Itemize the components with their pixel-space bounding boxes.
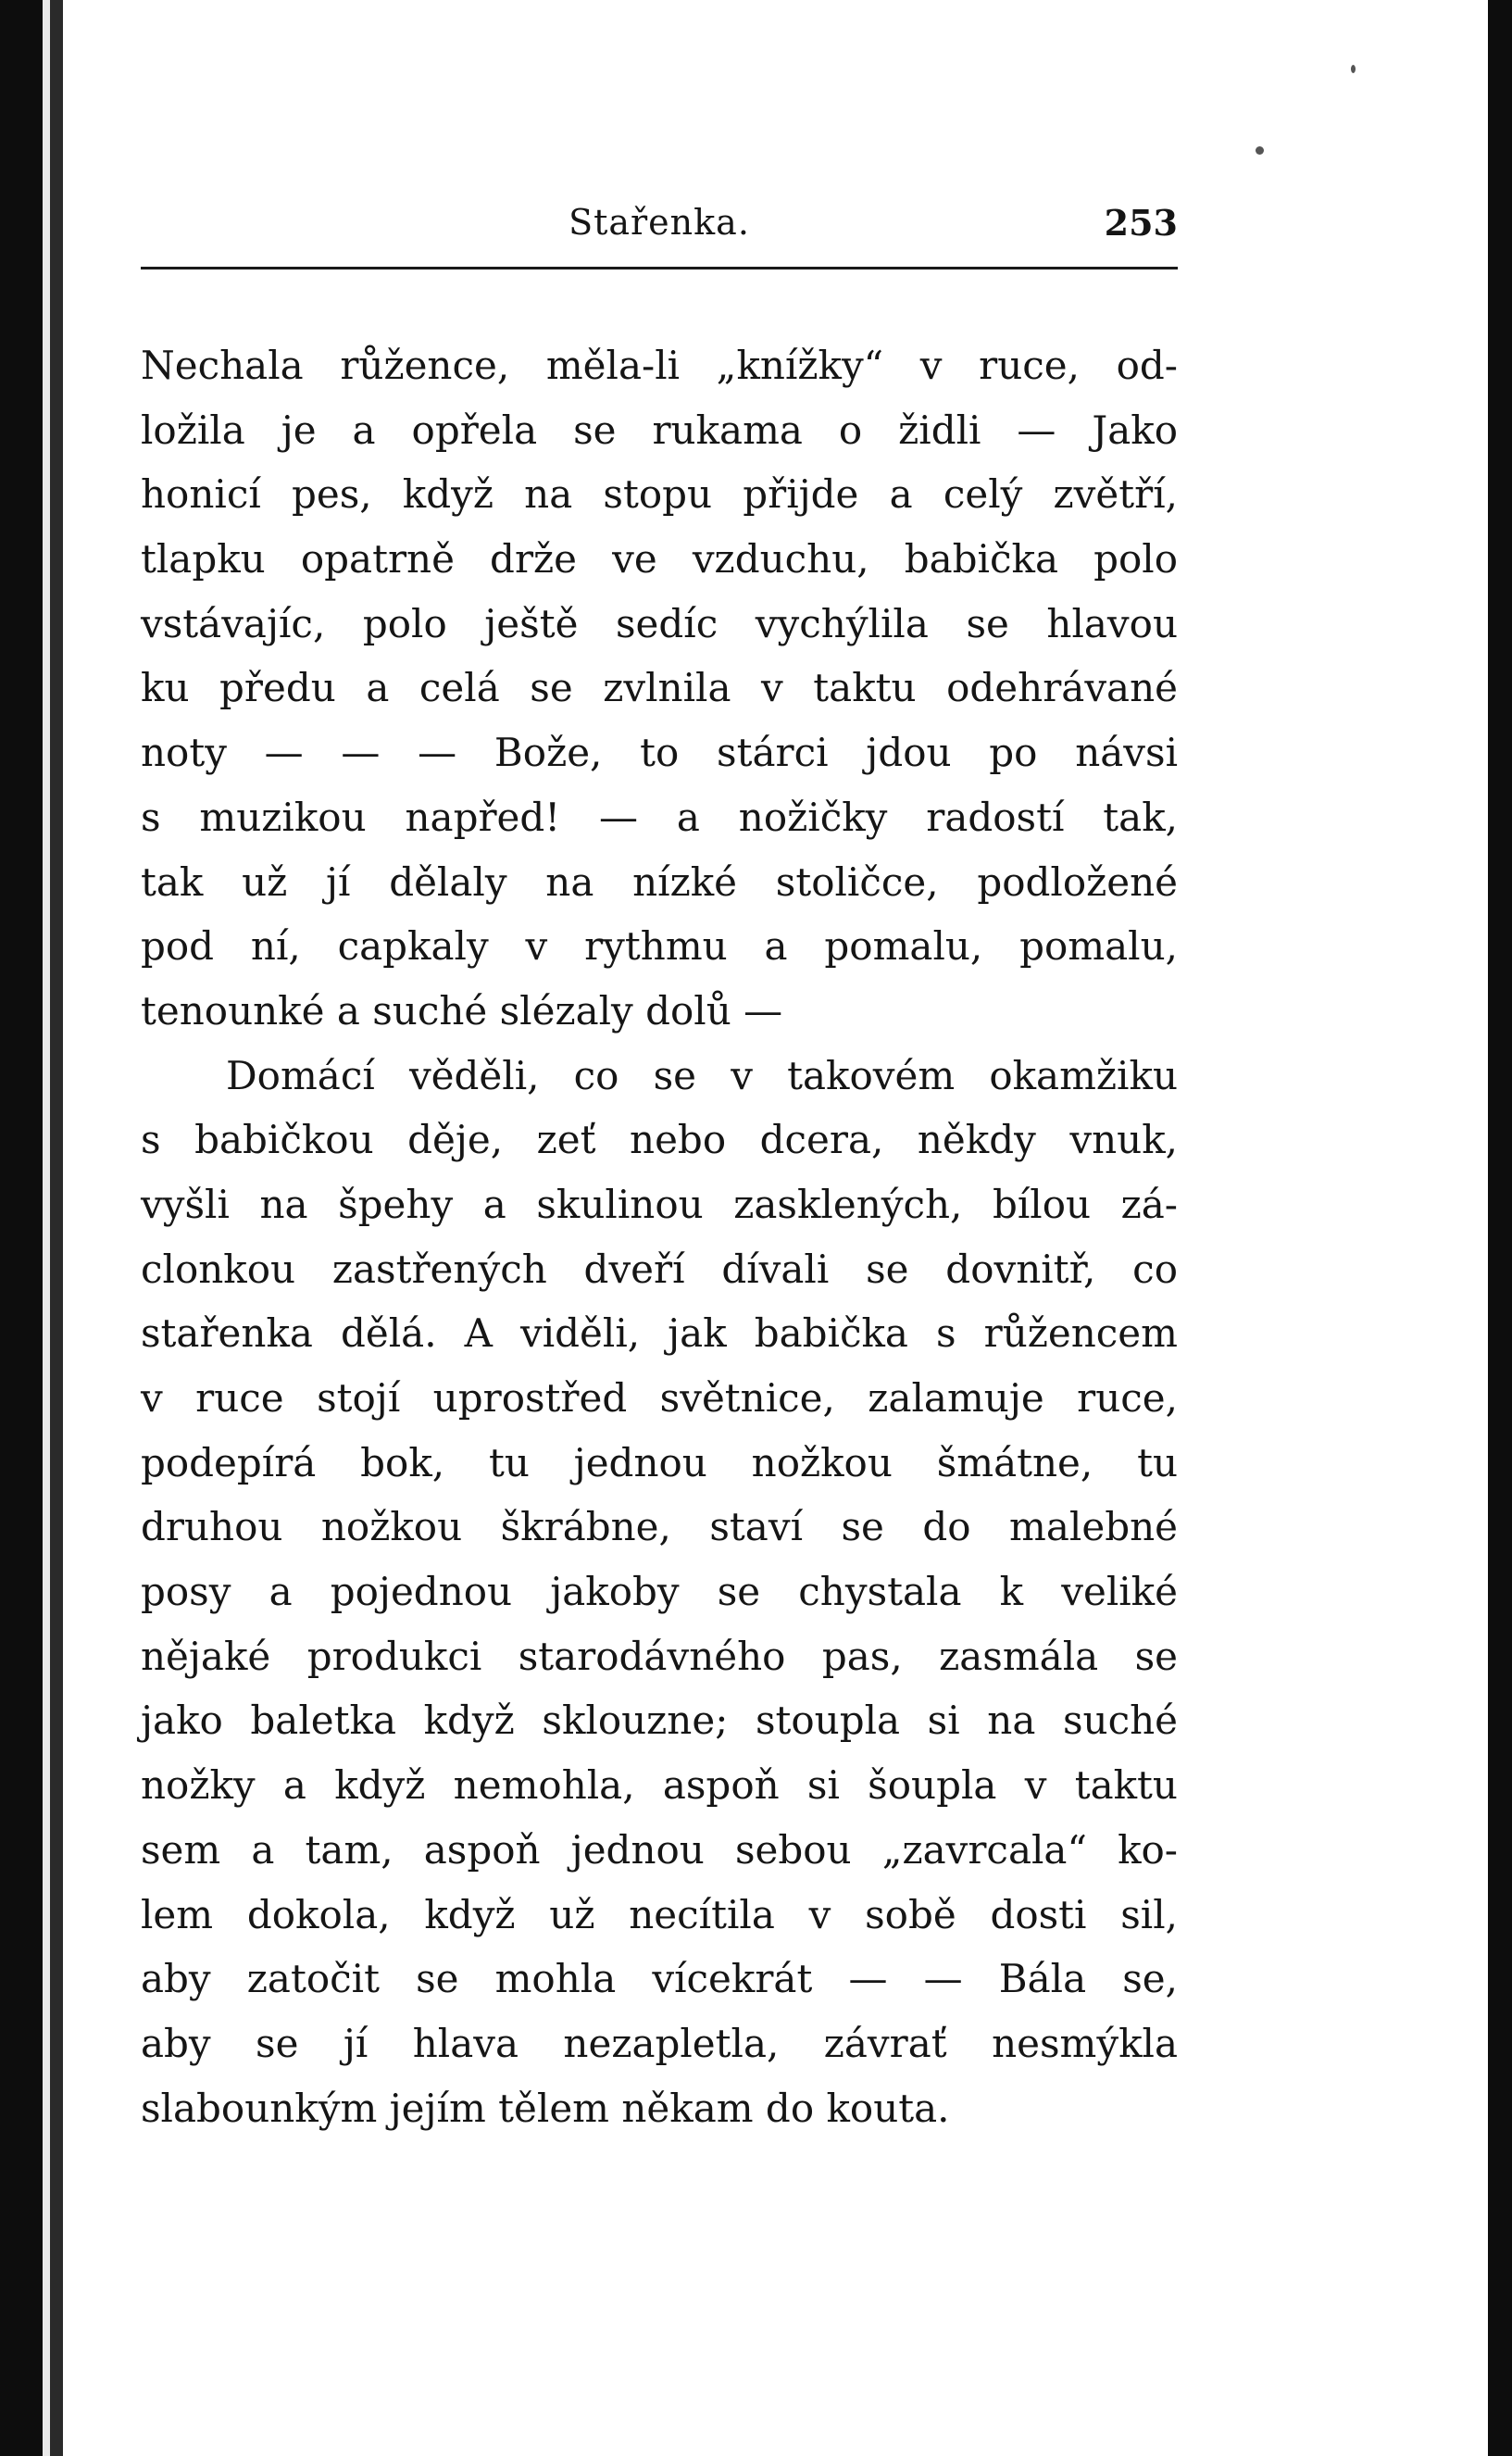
text-line: honicí pes, když na stopu přijde a celý zvětří, xyxy=(141,471,1178,518)
text-line: druhou nožkou škrábne, staví se do malebné xyxy=(141,1504,1178,1550)
text-line: nožky a když nemohla, aspoň si šoupla v taktu xyxy=(141,1762,1178,1809)
text-line: pod ní, capkaly v rythmu a pomalu, pomalu, xyxy=(141,923,1178,970)
text-line: tlapku opatrně drže ve vzduchu, babička polo xyxy=(141,536,1178,583)
text-line: tenounké a suché slézaly dolů — xyxy=(141,987,783,1034)
text-line: Nechala růžence, měla-li „knížky“ v ruce, od- xyxy=(141,343,1178,388)
text-line: podepírá bok, tu jednou nožkou šmátne, tu xyxy=(141,1439,1178,1485)
text-line: noty — — — Bože, to stárci jdou po návsi xyxy=(141,730,1178,776)
text-line: nějaké produkci starodávného pas, zasmála se xyxy=(141,1633,1178,1679)
text-line: clonkou zastřených dveří dívali se dovnitř, co xyxy=(141,1246,1178,1292)
text-line: s muzikou napřed! — a nožičky radostí tak, xyxy=(141,794,1178,840)
running-title: Stařenka. xyxy=(569,202,750,243)
text-line: jako baletka když sklouzne; stoupla si na suché xyxy=(141,1698,1178,1744)
text-line: stařenka dělá. A viděli, jak babička s růžencem xyxy=(141,1310,1178,1357)
scan-edge-left xyxy=(0,0,43,2456)
text-line: vyšli na špehy a skulinou zasklených, bílou zá- xyxy=(141,1181,1178,1227)
page-number: 253 xyxy=(1104,202,1178,244)
text-line: posy a pojednou jakoby se chystala k veliké xyxy=(141,1569,1178,1615)
text-line: s babičkou děje, zeť nebo dcera, někdy vnuk, xyxy=(141,1117,1178,1163)
text-line: sem a tam, aspoň jednou sebou „zavrcala“ ko- xyxy=(141,1826,1178,1873)
text-line: slabounkým jejím tělem někam do kouta. xyxy=(141,2085,950,2131)
body-text xyxy=(141,333,1178,2140)
text-line: aby zatočit se mohla vícekrát — — Bála se, xyxy=(141,1956,1178,2002)
header-rule xyxy=(141,267,1178,269)
scan-edge-right xyxy=(1488,0,1512,2456)
text-line: ku předu a celá se zvlnila v taktu odehrávané xyxy=(141,665,1178,711)
text-line: aby se jí hlava nezapletla, závrať nesmýkla xyxy=(141,2020,1178,2066)
text-line: ložila je a opřela se rukama o židli — Jako xyxy=(141,407,1178,453)
scan-edge-line xyxy=(50,0,63,2456)
scan-speck xyxy=(1256,146,1264,155)
scan-edge-gap xyxy=(43,0,50,2456)
text-line: tak už jí dělaly na nízké stoličce, podložené xyxy=(141,858,1178,905)
text-line: v ruce stojí uprostřed světnice, zalamuje ruce, xyxy=(141,1375,1178,1421)
text-line: lem dokola, když už necítila v sobě dosti sil, xyxy=(141,1891,1178,1937)
text-line: vstávajíc, polo ještě sedíc vychýlila se hlavou xyxy=(141,600,1178,646)
scan-speck xyxy=(1351,65,1356,73)
page-header xyxy=(141,202,1178,257)
paragraph-start-line: Domácí věděli, co se v takovém okamžiku xyxy=(226,1052,1178,1098)
